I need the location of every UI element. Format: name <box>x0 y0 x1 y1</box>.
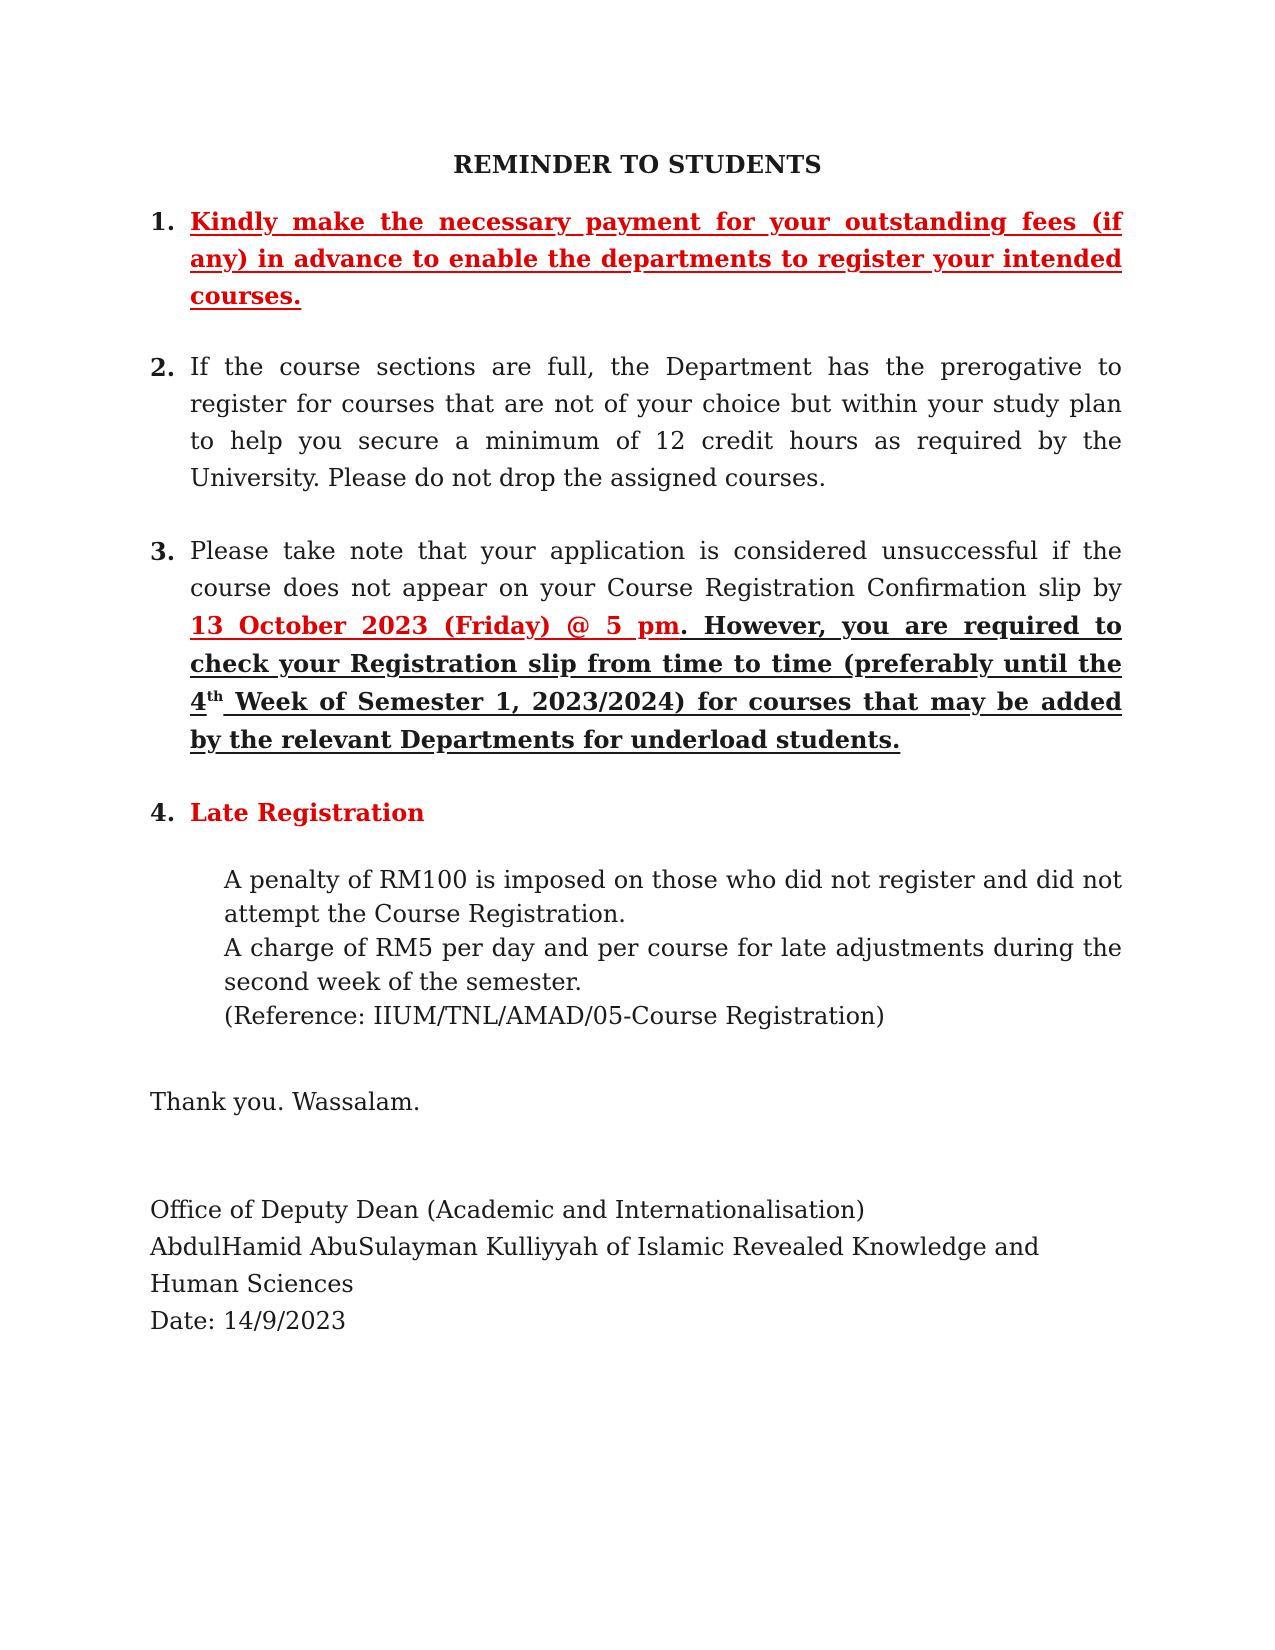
item-3-text <box>190 533 1122 759</box>
item-1-text: Kindly make the necessary payment for your outstanding fees (if any) in advance to enable the departments to register your intended courses. <box>190 207 1122 310</box>
penalty-line-1: A penalty of RM100 is imposed on those who did not register and did not attempt the Course Registration. <box>224 866 1122 928</box>
item-number: 1. <box>150 207 176 236</box>
item-3-notice-b: Week of Semester 1, 2023/2024) for courses that may be added by the relevant Departments for underload students. <box>190 687 1122 754</box>
closing-text: Thank you. Wassalam. <box>150 1088 421 1116</box>
penalty-reference: (Reference: IIUM/TNL/AMAD/05-Course Registration) <box>224 1002 885 1030</box>
item-number: 2. <box>150 353 176 382</box>
reminder-item-1 <box>150 203 1122 314</box>
item-3-intro: Please take note that your application is considered unsuccessful if the course does not appear on your Course Registration Confirmation slip by <box>190 537 1122 602</box>
penalty-line-2: A charge of RM5 per day and per course for late adjustments during the second week of the semester. <box>224 934 1122 996</box>
item-number: 4. <box>150 798 176 827</box>
signature-kulliyyah-line-2: Human Sciences <box>150 1270 354 1298</box>
item-number: 3. <box>150 537 176 566</box>
penalty-details <box>224 863 1122 1033</box>
signature-kulliyyah-line-1: AbdulHamid AbuSulayman Kulliyyah of Islamic Revealed Knowledge and <box>150 1233 1040 1261</box>
late-registration-heading: Late Registration <box>190 798 425 827</box>
signature-date: Date: 14/9/2023 <box>150 1307 347 1335</box>
reminder-item-3 <box>150 533 1122 759</box>
signature-block <box>150 1192 1110 1340</box>
ordinal-suffix: th <box>206 689 224 705</box>
item-3-notice-a: . However, you are required to check your Registration slip from time to time (preferably until the 4 <box>190 611 1122 716</box>
reminder-item-4 <box>150 794 1122 831</box>
registration-deadline: 13 October 2023 (Friday) @ 5 pm <box>190 611 680 640</box>
item-2-text: If the course sections are full, the Department has the prerogative to register for courses that are not of your choice but within your study plan to help you secure a minimum of 12 credit hours as required by the University. Please do not drop the assigned courses. <box>190 353 1122 492</box>
page-title: REMINDER TO STUDENTS <box>453 150 822 179</box>
signature-office: Office of Deputy Dean (Academic and Internationalisation) <box>150 1196 865 1224</box>
reminder-item-2 <box>150 349 1122 497</box>
